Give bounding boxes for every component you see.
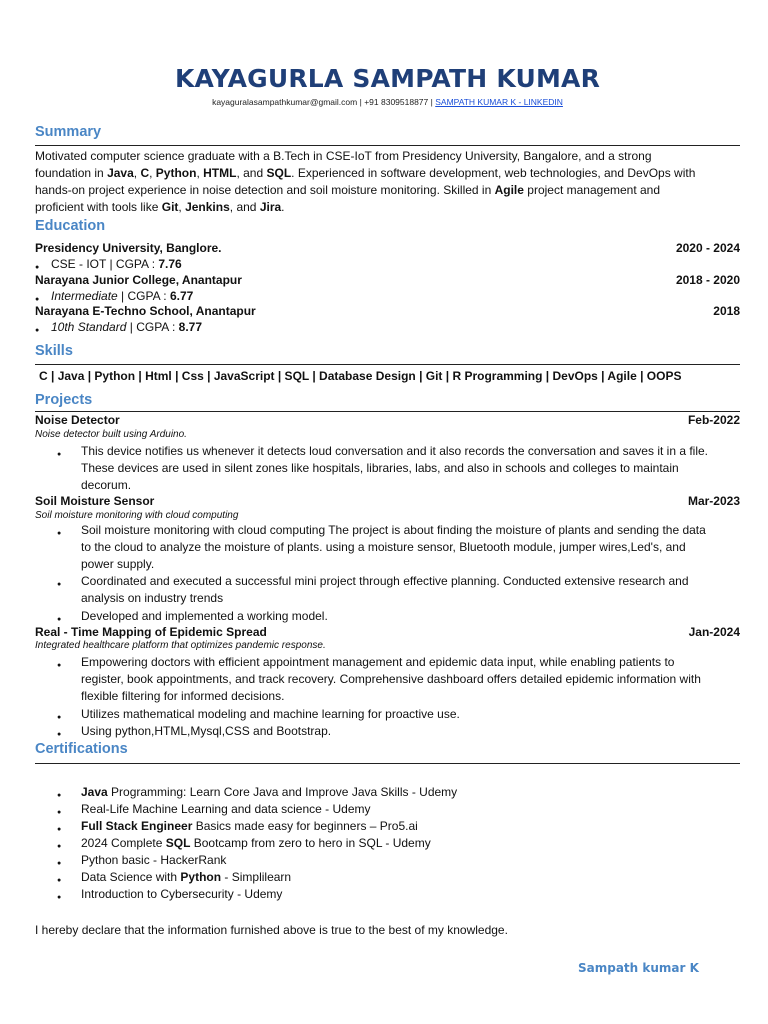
certification-item: ● Data Science with Python - Simplilearn <box>81 869 291 886</box>
project-date: Mar-2023 <box>687 494 740 508</box>
project-bullet: ● Using python,HTML,Mysql,CSS and Bootstrap. <box>81 723 740 740</box>
project-bullet: ● Soil moisture monitoring with cloud computing The project is about finding the moisture of plants and sending the data to the cloud to analyze the moisture of plants. using a moisture sensor, Bluetooth module, jumper wires,Led's, and power supply. <box>57 523 706 571</box>
summary-divider <box>35 145 740 146</box>
project-bullet: ● Empowering doctors with efficient appointment management and epidemic data input, while enabling patients to register, book appointments, and track recovery. Comprehensive dashboard offers detailed epidemic information with flexible filtering for informed decisions. <box>57 655 701 703</box>
projects-divider <box>35 411 740 412</box>
education-entry <box>35 241 740 255</box>
separator: | <box>359 97 362 107</box>
project-subtitle: Noise detector built using Arduino. <box>35 429 187 440</box>
separator: | <box>430 97 433 107</box>
declaration-text: I hereby declare that the information furnished above is true to the best of my knowledge. <box>35 923 508 937</box>
certification-item: ● Real-Life Machine Learning and data science - Udemy <box>81 801 371 818</box>
bullet: ● <box>57 843 62 850</box>
project-header <box>35 625 740 639</box>
summary-heading: Summary <box>35 124 102 140</box>
bullet: ● <box>57 581 62 588</box>
education-detail: ● CSE - IOT | CGPA : 7.76 <box>35 256 182 273</box>
signature-name: Sampath kumar K <box>578 961 699 975</box>
education-detail: ● 10th Standard | CGPA : 8.77 <box>35 319 202 336</box>
certifications-heading: Certifications <box>35 741 128 757</box>
bullet: ● <box>35 327 40 334</box>
project-date: Jan-2024 <box>688 625 740 639</box>
education-years: 2018 <box>713 304 740 318</box>
bullet: ● <box>57 530 62 537</box>
project-subtitle: Soil moisture monitoring with cloud computing <box>35 510 239 521</box>
education-entry <box>35 273 740 287</box>
summary-line: Motivated computer science graduate with a B.Tech in CSE-IoT from Presidency University, Bangalore, and a strong <box>35 149 652 163</box>
bullet: ● <box>57 826 62 833</box>
project-title: Soil Moisture Sensor <box>35 494 155 508</box>
certification-item: ● Introduction to Cybersecurity - Udemy <box>81 886 282 903</box>
project-bullet: ● This device notifies us whenever it detects loud conversation and it also records the conversation and saves it in a file. These devices are used in silent zones like hospitals, libraries, labs, and also in schools and colleges to maintain decorum. <box>57 444 709 492</box>
project-subtitle: Integrated healthcare platform that optimizes pandemic response. <box>35 640 326 651</box>
project-bullet: ● Utilizes mathematical modeling and machine learning for proactive use. <box>81 706 740 723</box>
bullet: ● <box>57 451 62 458</box>
project-header <box>35 413 740 427</box>
summary-line: hands-on project experience in noise detection and soil moisture monitoring. Skilled in Agile project management and <box>35 183 661 197</box>
contact-line <box>35 97 740 107</box>
project-bullet: ● Coordinated and executed a successful mini project through effective planning. Conducted extensive research and analysis on industry trends <box>57 574 689 605</box>
skills-divider <box>35 364 740 365</box>
bullet: ● <box>57 894 62 901</box>
project-header <box>35 494 740 508</box>
certification-item: ● 2024 Complete SQL Bootcamp from zero to hero in SQL - Udemy <box>81 835 431 852</box>
bullet: ● <box>57 792 62 799</box>
school-name: Narayana E-Techno School, Anantapur <box>35 304 256 318</box>
education-years: 2018 - 2020 <box>675 273 740 287</box>
certification-item: ● Full Stack Engineer Basics made easy for beginners – Pro5.ai <box>81 818 418 835</box>
education-detail: ● Intermediate | CGPA : 6.77 <box>35 288 193 305</box>
summary-line: proficient with tools like Git, Jenkins, and Jira. <box>35 200 285 214</box>
skills-heading: Skills <box>35 343 73 359</box>
education-heading: Education <box>35 218 106 234</box>
summary-line: foundation in Java, C, Python, HTML, and SQL. Experienced in software development, web technologies, and DevOps with <box>35 166 696 180</box>
bullet: ● <box>35 264 40 271</box>
phone-text: +91 8309518877 <box>364 97 429 107</box>
project-title: Real - Time Mapping of Epidemic Spread <box>35 625 267 639</box>
education-years: 2020 - 2024 <box>675 241 740 255</box>
bullet: ● <box>57 731 62 738</box>
certification-item: ● Python basic - HackerRank <box>81 852 226 869</box>
school-name: Narayana Junior College, Anantapur <box>35 273 242 287</box>
project-date: Feb-2022 <box>687 413 740 427</box>
bullet: ● <box>57 662 62 669</box>
skills-list: C | Java | Python | Html | Css | JavaScript | SQL | Database Design | Git | R Programming | DevOps | Agile | OOPS <box>39 369 682 383</box>
school-name: Presidency University, Banglore. <box>35 241 222 255</box>
email-text: kayaguralasampathkumar@gmail.com <box>212 97 358 107</box>
bullet: ● <box>35 296 40 303</box>
summary-text <box>35 148 740 216</box>
linkedin-link[interactable]: SAMPATH KUMAR K - LINKEDIN <box>435 97 563 107</box>
project-title: Noise Detector <box>35 413 120 427</box>
bullet: ● <box>57 714 62 721</box>
bullet: ● <box>57 809 62 816</box>
education-entry <box>35 304 740 318</box>
certification-item: ● Java Programming: Learn Core Java and Improve Java Skills - Udemy <box>81 784 457 801</box>
bullet: ● <box>57 860 62 867</box>
bullet: ● <box>57 616 62 623</box>
certifications-divider <box>35 763 740 764</box>
candidate-name: KAYAGURLA SAMPATH KUMAR <box>174 64 601 93</box>
bullet: ● <box>57 877 62 884</box>
project-bullet: ● Developed and implemented a working model. <box>81 608 740 625</box>
projects-heading: Projects <box>35 392 93 408</box>
